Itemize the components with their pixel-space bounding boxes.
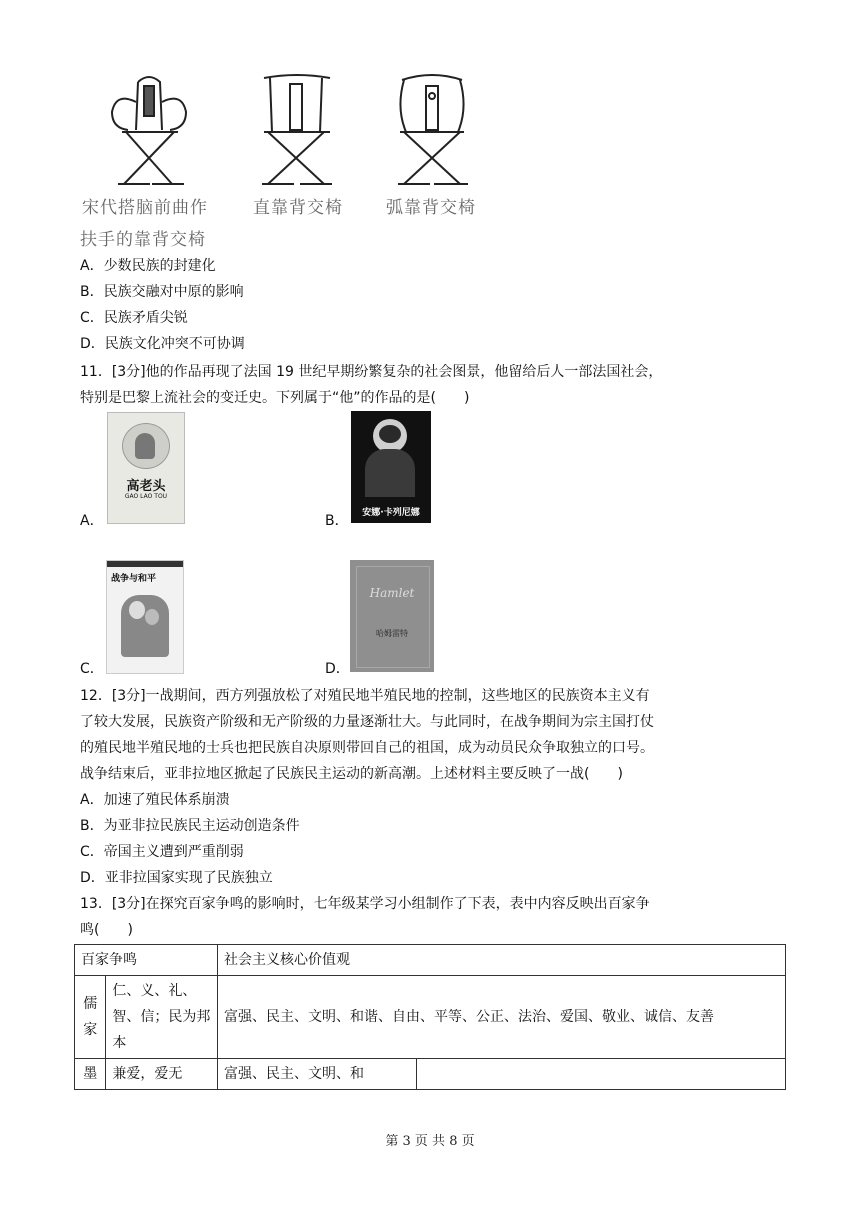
- page-footer: 第 3 页 共 8 页: [385, 1134, 475, 1149]
- table-row: [75, 1059, 786, 1090]
- curved-back-folding-chair-image: [392, 74, 472, 192]
- table-row: [75, 976, 786, 1059]
- q12-option-d: D．亚非拉国家实现了民族独立: [80, 870, 273, 886]
- q11-option-c-label: C．: [80, 661, 104, 677]
- book-a-title: 高老头: [126, 479, 166, 494]
- q11-stem-line-2: 特别是巴黎上流社会的变迁史。下列属于“他”的作品的是( ): [80, 390, 470, 406]
- chair-caption-1-continued: 扶手的靠背交椅: [80, 230, 206, 250]
- q13-stem-line-2: 鸣( ): [80, 922, 133, 938]
- table-cell-idea: 兼爱，爱无: [106, 1059, 218, 1090]
- chair-caption-1: 宋代搭脑前曲作: [82, 198, 208, 218]
- q11-option-b-label: B．: [325, 513, 349, 529]
- book-d-title-cn: 哈姆雷特: [376, 629, 408, 638]
- q12-option-b: B．为亚非拉民族民主运动创造条件: [80, 818, 300, 834]
- table-cell-values: 富强、民主、文明、和: [218, 1059, 417, 1090]
- book-cover-war-and-peace-image: [106, 560, 184, 674]
- table-header-row: [75, 945, 786, 976]
- table-header-left: 百家争鸣: [75, 945, 218, 976]
- table-cell-empty: [417, 1059, 786, 1090]
- q12-option-a: A．加速了殖民体系崩溃: [80, 792, 230, 808]
- q12-stem-line-2: 了较大发展，民族资产阶级和无产阶级的力量逐渐壮大。与此同时，在战争期间为宗主国打仗: [80, 714, 654, 730]
- chair-caption-3: 弧靠背交椅: [386, 198, 476, 218]
- q10-option-c: C．民族矛盾尖锐: [80, 310, 188, 326]
- chair-with-curved-crest-rail-image: [108, 72, 190, 190]
- comparison-table: [74, 944, 786, 1090]
- book-a-pinyin: GAO LAO TOU: [124, 493, 168, 500]
- q12-option-c: C．帝国主义遭到严重削弱: [80, 844, 244, 860]
- book-cover-hamlet-image: [350, 560, 434, 672]
- q11-stem-line-1: 11．[3分]他的作品再现了法国 19 世纪早期纷繁复杂的社会图景，他留给后人一部法国社会，: [80, 364, 663, 380]
- table-cell-school: 儒家: [75, 976, 106, 1059]
- q12-stem-line-1: 12．[3分]一战期间，西方列强放松了对殖民地半殖民地的控制，这些地区的民族资本主义有: [80, 688, 650, 704]
- book-b-title: 安娜·卡列尼娜: [362, 508, 420, 518]
- q13-stem-line-1: 13．[3分]在探究百家争鸣的影响时，七年级某学习小组制作了下表，表中内容反映出百家争: [80, 896, 650, 912]
- chair-caption-2: 直靠背交椅: [253, 198, 343, 218]
- book-d-title-en: Hamlet: [369, 586, 415, 600]
- q11-option-d-label: D．: [325, 661, 350, 677]
- book-cover-gao-lao-tou-image: [107, 412, 185, 524]
- q10-option-b: B．民族交融对中原的影响: [80, 284, 244, 300]
- straight-back-folding-chair-image: [258, 74, 336, 192]
- table-cell-values: 富强、民主、文明、和谐、自由、平等、公正、法治、爱国、敬业、诚信、友善: [218, 976, 786, 1059]
- q11-option-a-label: A．: [80, 513, 104, 529]
- q12-stem-line-3: 的殖民地半殖民地的士兵也把民族自决原则带回自己的祖国，成为动员民众争取独立的口号。: [80, 740, 654, 756]
- table-cell-school: 墨: [75, 1059, 106, 1090]
- q10-option-a: A．少数民族的封建化: [80, 258, 216, 274]
- table-cell-idea: 仁、义、礼、智、信；民为邦本: [106, 976, 218, 1059]
- q12-stem-line-4: 战争结束后，亚非拉地区掀起了民族民主运动的新高潮。上述材料主要反映了一战( ): [80, 766, 623, 782]
- q10-option-d: D．民族文化冲突不可协调: [80, 336, 245, 352]
- book-c-title: 战争与和平: [111, 574, 157, 584]
- table-header-right: 社会主义核心价值观: [218, 945, 786, 976]
- book-cover-anna-karenina-image: [351, 411, 431, 523]
